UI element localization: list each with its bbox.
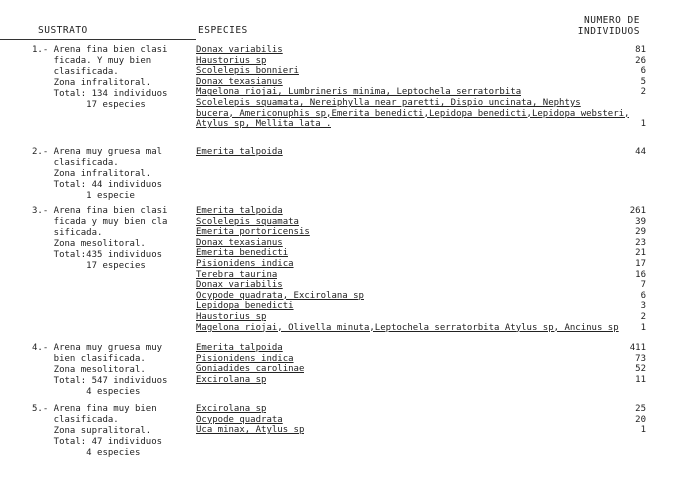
species-count: 44 [635,147,646,157]
species-count: 6 [640,66,646,77]
species-row [196,87,646,98]
species-row [196,259,646,270]
species-count: 17 [635,258,646,269]
species-row [196,280,646,291]
species-row [196,291,646,302]
sustrato-header: SUSTRATO [38,25,88,36]
especies-header: ESPECIES [198,25,248,36]
species-row [196,323,646,334]
species-name: Scolelepis squamata, Nereiphylla near paretti, Dispio uncinata, Nephtys [196,97,581,108]
species-name: Emerita talpoida [196,206,283,216]
species-name: Scolelepis squamata [196,216,299,227]
species-name: Haustorius sp [196,311,267,322]
species-count: 52 [635,364,646,375]
species-row [196,227,646,238]
species-row [196,206,646,217]
numero-header-line2: INDIVIDUOS [577,26,640,37]
species-name: Magelona riojai, Olivella minuta,Leptochela serratorbita Atylus sp, Ancinus sp [196,322,619,333]
species-name: Atylus sp, Mellita lata . [196,119,332,130]
species-name: Emerita talpoida [196,343,283,353]
species-count: 21 [635,248,646,259]
species-list [196,147,646,158]
species-count: 73 [635,353,646,364]
numero-header-line1: NUMERO DE [584,15,640,26]
species-count: 11 [635,374,646,385]
species-count: 7 [640,280,646,291]
species-list [196,206,646,333]
species-count: 29 [635,227,646,238]
sustrato-cell: 1.- Arena fina bien clasi ficada. Y muy bien clasificada. Zona infralitoral. Total: 134 individuos 17 especies [32,45,168,110]
sustrato-cell: 5.- Arena fina muy bien clasificada. Zona supralitoral. Total: 47 individuos 4 especies [32,404,163,458]
species-name: Goniadides carolinae [196,364,305,375]
species-row [196,45,646,56]
species-name: Emerita talpoida [196,147,283,157]
species-row [196,238,646,249]
species-row [196,270,646,281]
species-name: Excirolana sp [196,404,267,414]
species-row [196,375,646,386]
species-count: 1 [640,425,646,436]
sustrato-cell: 4.- Arena muy gruesa muy bien clasificada. Zona mesolitoral. Total: 547 individuos 4 especies [32,343,168,397]
species-count: 2 [640,87,646,98]
species-name: Excirolana sp [196,374,267,385]
species-name: Emerita benedicti [196,248,289,259]
species-count: 411 [629,343,646,353]
species-row [196,66,646,77]
species-row [196,301,646,312]
species-row [196,77,646,88]
species-row [196,343,646,354]
species-name: Ocypode quadrata, Excirolana sp [196,290,364,301]
species-count: 25 [635,404,646,414]
species-row [196,354,646,365]
species-row [196,98,646,109]
species-name: Haustorius sp [196,55,267,66]
species-name: Uca minax, Atylus sp [196,425,305,436]
species-row [196,404,646,415]
species-name: Pisionidens indica [196,258,294,269]
species-name: Emerita portoricensis [196,227,310,238]
species-name: Scolelepis bonnieri [196,66,299,77]
species-row [196,415,646,426]
species-name: Donax texasianus [196,237,283,248]
species-count: 23 [635,237,646,248]
species-name: Magelona riojai, Lumbrineris minima, Leptochela serratorbita [196,87,522,98]
species-list [196,45,646,130]
sustrato-cell: 3.- Arena fina bien clasi ficada y muy bien cla sificada. Zona mesolitoral. Total:435 individuos 17 especies [32,206,168,271]
species-name: Pisionidens indica [196,353,294,364]
species-row [196,147,646,158]
species-row [196,119,646,130]
species-count: 26 [635,55,646,66]
species-row [196,425,646,436]
species-count: 16 [635,269,646,280]
numero-header [578,15,640,37]
species-row [196,364,646,375]
species-name: Donax variabilis [196,280,283,291]
species-count: 39 [635,216,646,227]
species-row [196,217,646,228]
species-name: Donax variabilis [196,45,283,55]
species-name: Lepidopa benedicti [196,301,294,312]
species-row [196,56,646,67]
species-name: Ocypode quadrata [196,414,283,425]
species-count: 81 [635,45,646,55]
species-count: 5 [640,76,646,87]
species-row [196,109,646,120]
species-count: 20 [635,414,646,425]
sustrato-cell: 2.- Arena muy gruesa mal clasificada. Zona infralitoral. Total: 44 individuos 1 especie [32,147,163,201]
species-count: 6 [640,290,646,301]
species-count: 1 [640,119,646,130]
species-count: 261 [629,206,646,216]
species-name: Terebra taurina [196,269,278,280]
species-count: 1 [640,322,646,333]
species-name: Donax texasianus [196,76,283,87]
species-list [196,343,646,385]
header-rule [0,39,196,40]
species-list [196,404,646,436]
species-row [196,248,646,259]
species-count: 3 [640,301,646,312]
species-count: 2 [640,311,646,322]
species-name: bucera, Americonuphis sp,Emerita benedicti,Lepidopa benedicti,Lepidopa websteri, [196,108,630,119]
species-row [196,312,646,323]
